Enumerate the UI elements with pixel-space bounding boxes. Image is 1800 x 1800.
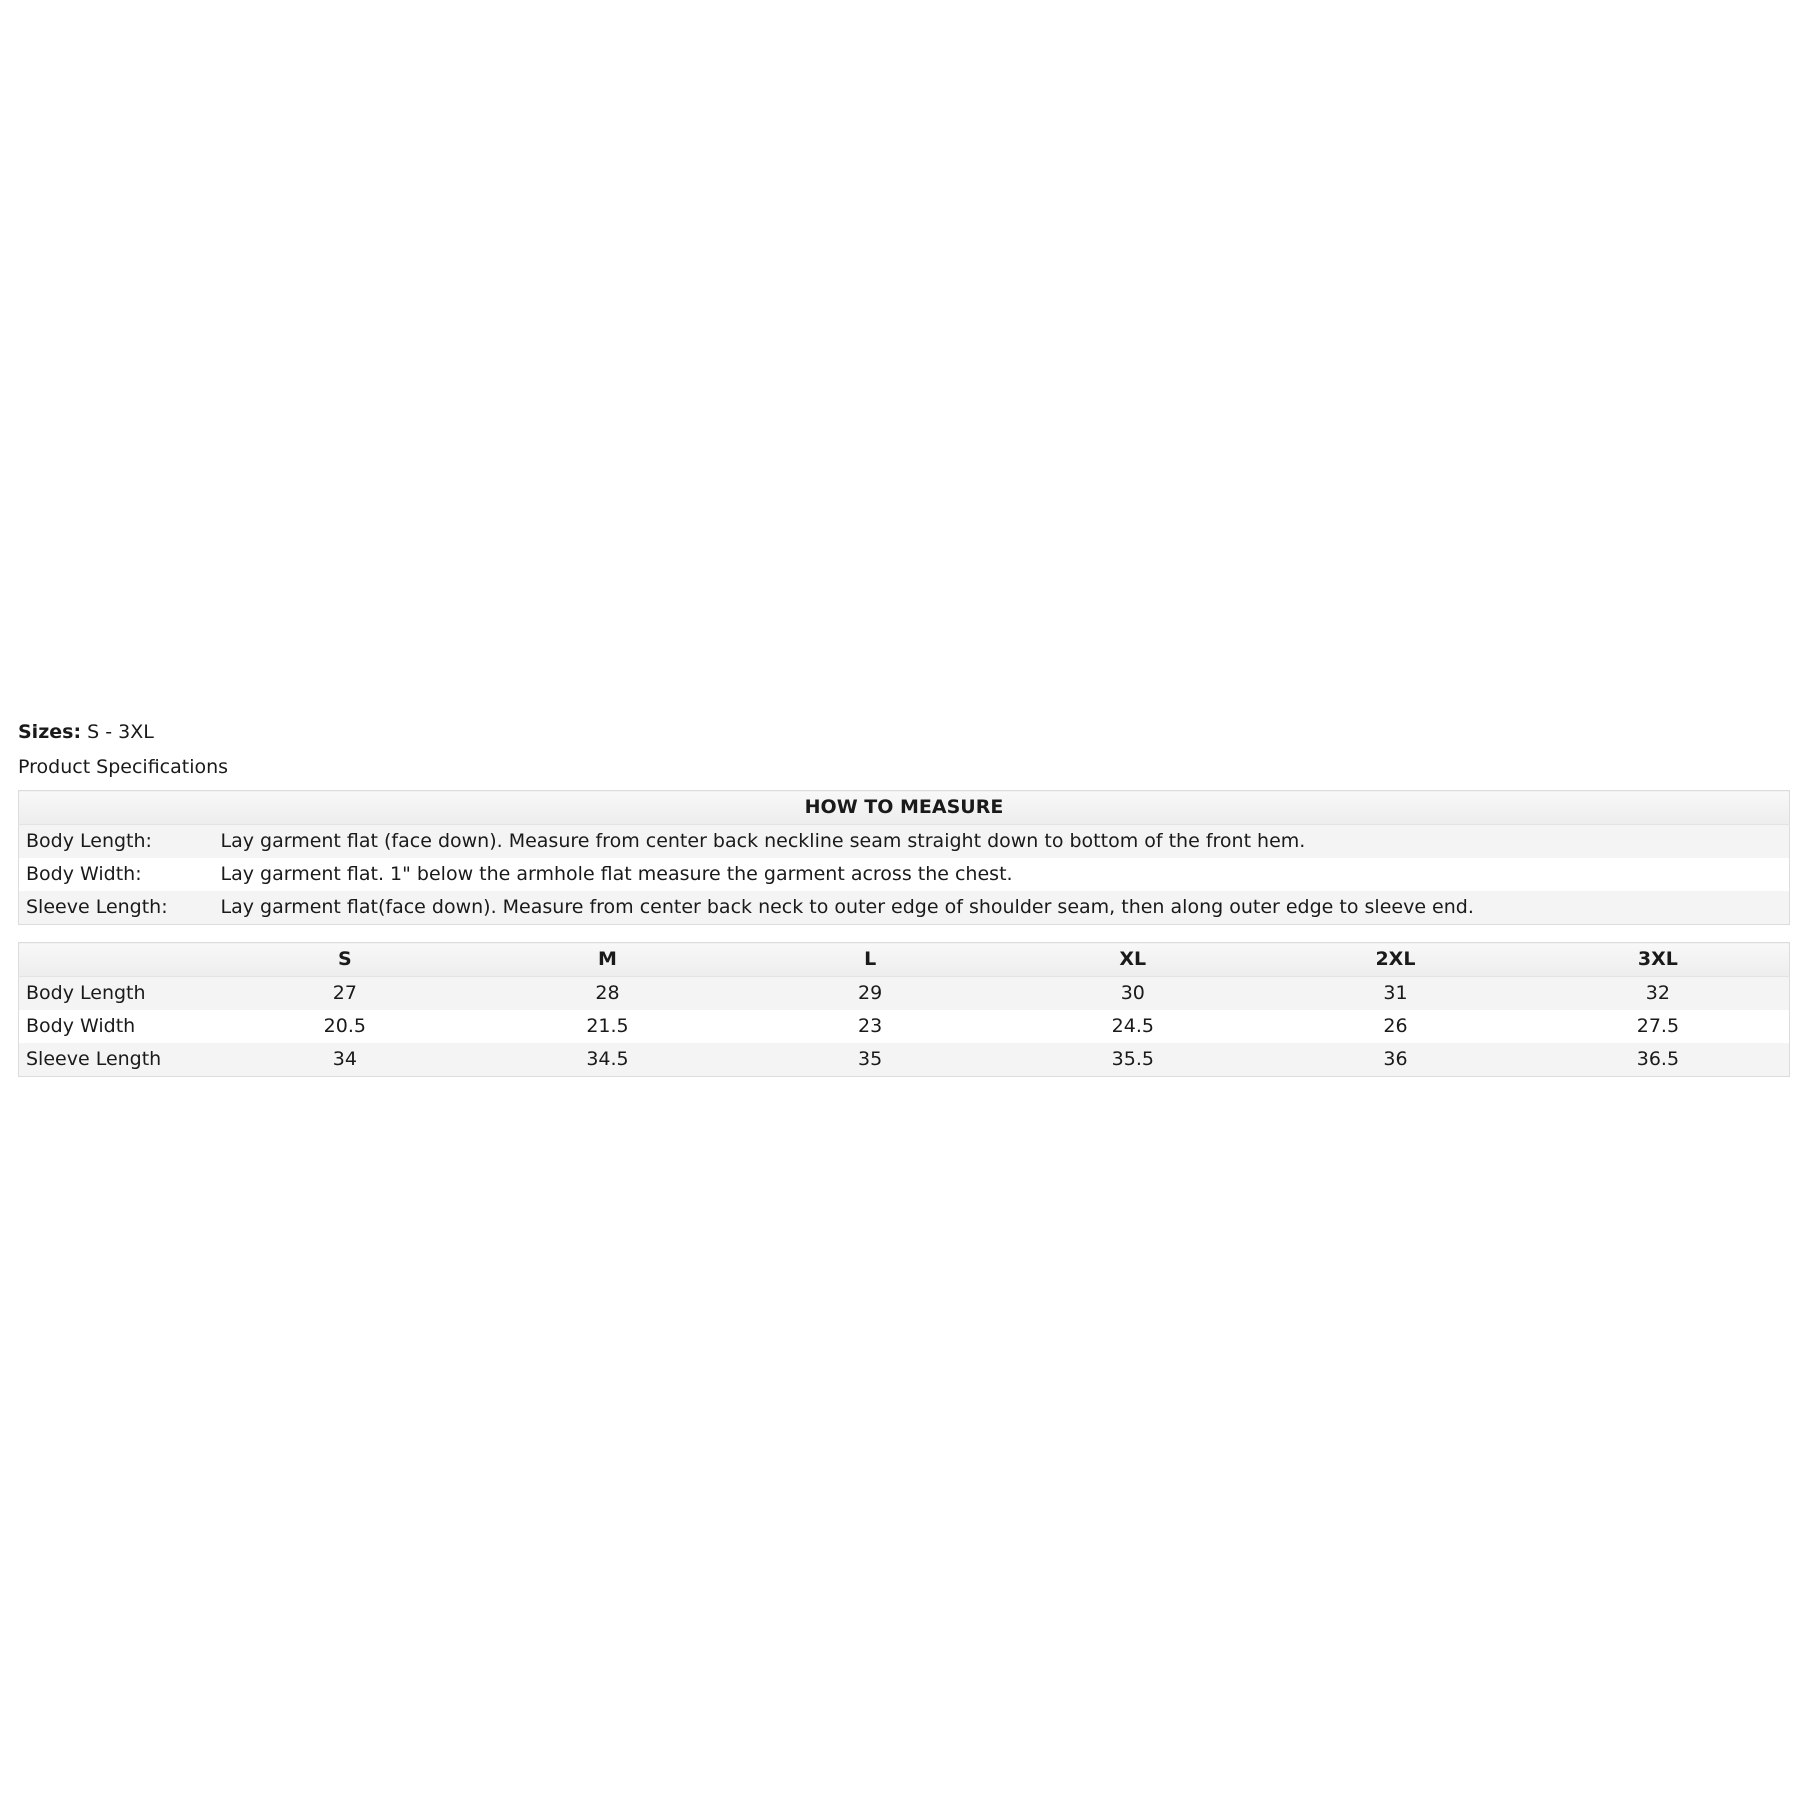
measure-row-body-width (19, 858, 1790, 891)
size-value: 35 (739, 1043, 1002, 1077)
size-value: 36 (1264, 1043, 1527, 1077)
size-chart-table (18, 942, 1790, 1077)
size-value: 34.5 (476, 1043, 739, 1077)
measure-row-sleeve-length (19, 891, 1790, 925)
table-row (19, 977, 1790, 1011)
sizes-line (18, 718, 1790, 746)
size-column-header: S (214, 943, 477, 977)
size-column-header: 3XL (1527, 943, 1790, 977)
size-chart-header-row (19, 943, 1790, 977)
size-value: 34 (214, 1043, 477, 1077)
size-value: 36.5 (1527, 1043, 1790, 1077)
measure-term: Body Length: (19, 825, 214, 859)
table-row (19, 1043, 1790, 1077)
size-value: 28 (476, 977, 739, 1011)
product-specifications-heading: Product Specifications (18, 756, 229, 778)
size-value: 35.5 (1001, 1043, 1264, 1077)
table-row (19, 1010, 1790, 1043)
size-column-header: M (476, 943, 739, 977)
size-value: 26 (1264, 1010, 1527, 1043)
size-value: 23 (739, 1010, 1002, 1043)
size-value: 20.5 (214, 1010, 477, 1043)
how-to-measure-header-row (19, 791, 1790, 825)
measure-term: Body Width: (19, 858, 214, 891)
size-value: 27 (214, 977, 477, 1011)
size-value: 32 (1527, 977, 1790, 1011)
measure-description: Lay garment flat (face down). Measure from center back neckline seam straight down to bottom of the front hem. (214, 825, 1790, 859)
measure-description: Lay garment flat. 1" below the armhole flat measure the garment across the chest. (214, 858, 1790, 891)
size-value: 21.5 (476, 1010, 739, 1043)
measure-row-body-length (19, 825, 1790, 859)
row-label: Body Width (19, 1010, 214, 1043)
size-column-header: XL (1001, 943, 1264, 977)
sizes-label: Sizes: (18, 721, 82, 743)
size-value: 31 (1264, 977, 1527, 1011)
size-value: 24.5 (1001, 1010, 1264, 1043)
how-to-measure-table (18, 790, 1790, 925)
size-value: 27.5 (1527, 1010, 1790, 1043)
product-specs-section (18, 718, 1790, 1077)
size-column-header: 2XL (1264, 943, 1527, 977)
size-chart-corner (19, 943, 214, 977)
size-value: 30 (1001, 977, 1264, 1011)
how-to-measure-title: HOW TO MEASURE (19, 791, 1790, 825)
sizes-value: S - 3XL (87, 721, 154, 743)
size-column-header: L (739, 943, 1002, 977)
row-label: Sleeve Length (19, 1043, 214, 1077)
measure-description: Lay garment flat(face down). Measure from center back neck to outer edge of shoulder seam, then along outer edge to sleeve end. (214, 891, 1790, 925)
row-label: Body Length (19, 977, 214, 1011)
size-value: 29 (739, 977, 1002, 1011)
measure-term: Sleeve Length: (19, 891, 214, 925)
